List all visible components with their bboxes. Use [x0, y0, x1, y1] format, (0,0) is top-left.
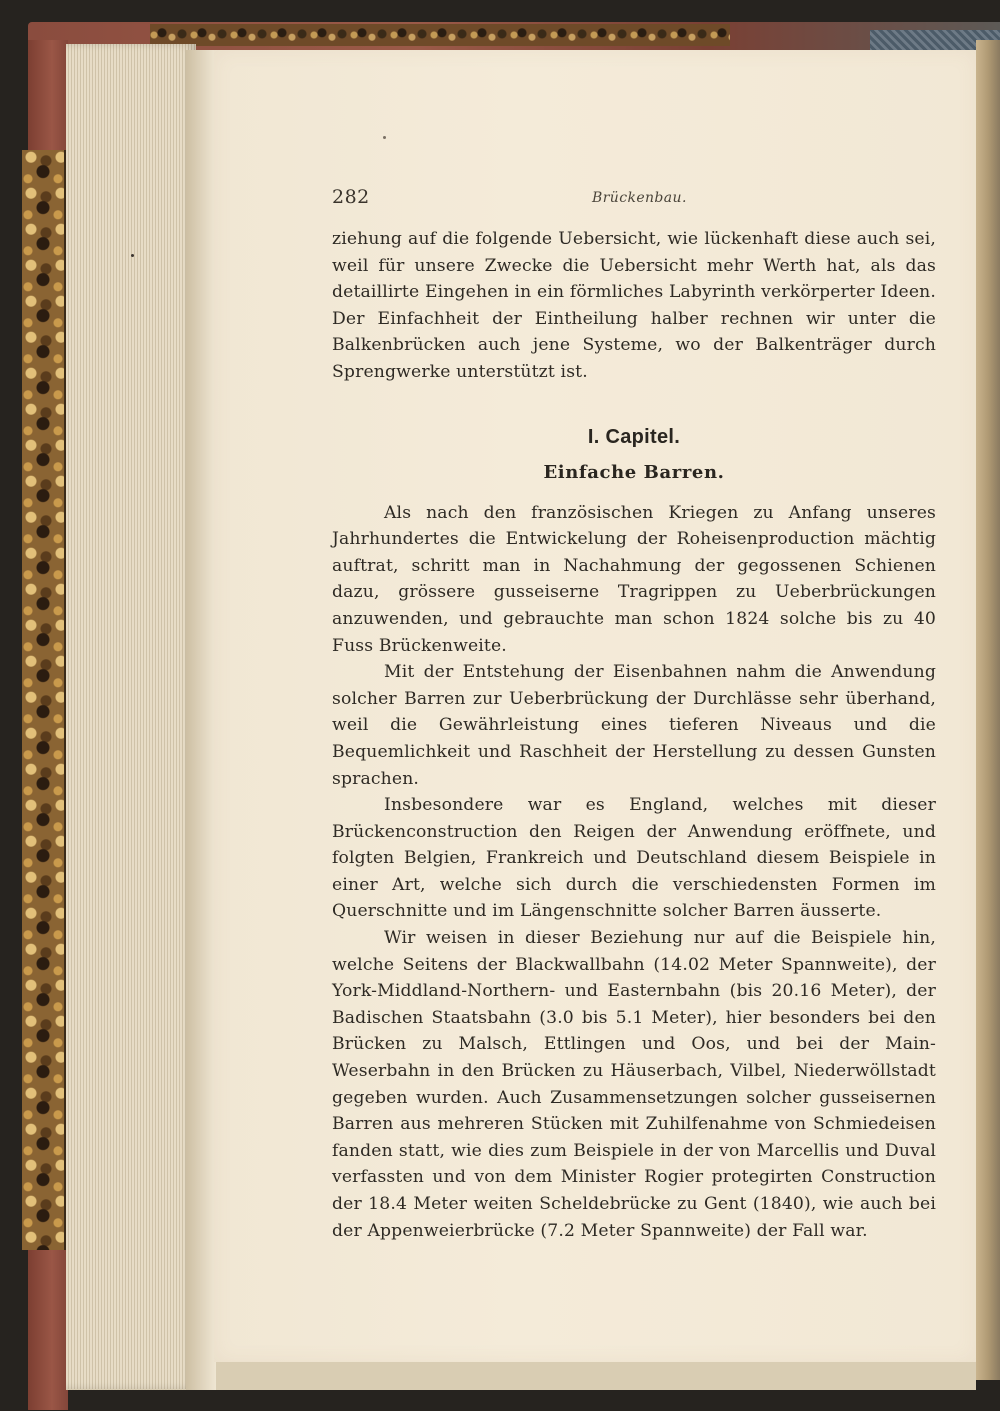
page-edge-right	[976, 40, 1000, 1380]
page-number: 282	[332, 186, 370, 208]
paragraph-5: Wir weisen in dieser Beziehung nur auf die Beispiele hin, welche Seitens der Blackwallbahn (14.02 Meter Spannweite), der York-Middland-Northern- und Easternbahn (bis 20.16 Meter), der Badischen Staatsbahn (3.0 bis 5.1 Meter), hier besonders bei den Brücken zu Malsch, Ettlingen und Oos, und bei der Main-Weserbahn in den Brücken zu Häuserbach, Vilbel, Niederwöllstadt gegeben wurden. Auch Zusammensetzungen solcher gusseisernen Barren aus mehreren Stücken mit Zuhilfenahme von Schmiedeisen fanden statt, wie dies zum Beispiele in der von Marcellis und Duval verfassten und von dem Minister Rogier protegirten Construction der 18.4 Meter weiten Scheldebrücke zu Gent (1840), wie auch bei der Appenweierbrücke (7.2 Meter Spannweite) der Fall war.	[332, 928, 936, 1241]
chapter-title: I. Capitel.	[587, 425, 681, 448]
cover-marble-left	[22, 150, 66, 1250]
page-stack-left	[66, 44, 196, 1389]
running-head: Brückenbau.	[592, 190, 687, 206]
book-gutter	[186, 50, 216, 1390]
paper-speck	[383, 136, 386, 139]
paragraph-2: Als nach den französischen Kriegen zu Anfang unseres Jahrhundertes die Entwickelung der Roheisenproduction mächtig auftrat, schritt man in Nachahmung der gegossenen Schienen dazu, grössere gusseiserne Tragrippen zu Ueberbrückungen anzuwenden, und gebrauchte man schon 1824 solche bis zu 40 Fuss Brückenweite.	[332, 502, 936, 656]
cover-marble-top	[150, 24, 730, 46]
body-text	[332, 226, 936, 1244]
paragraph-3: Mit der Entstehung der Eisenbahnen nahm die Anwendung solcher Barren zur Ueberbrückung der Durchlässe sehr überhand, weil die Gewährleistung eines tieferen Niveaus und die Bequemlichkeit und Raschheit der Herstellung zu dessen Gunsten sprachen.	[332, 662, 936, 789]
chapter-subtitle: Einfache Barren.	[543, 461, 725, 483]
paper-speck	[131, 254, 134, 257]
paragraph-4: Insbesondere war es England, welches mit dieser Brückenconstruction den Reigen der Anwendung eröffnete, und folgten Belgien, Frankreich und Deutschland diesem Beispiele in einer Art, welche sich durch die verschiedensten Formen im Querschnitte und im Längenschnitte solcher Barren äusserte.	[332, 795, 936, 922]
paragraph-1: ziehung auf die folgende Uebersicht, wie lückenhaft diese auch sei, weil für unsere Zwecke die Uebersicht mehr Werth hat, als das detaillirte Eingehen in ein förmliches Labyrinth verkörperter Ideen. Der Einfachheit der Eintheilung halber rechnen wir unter die Balkenbrücken auch jene Systeme, wo der Balkenträger durch Sprengwerke unterstützt ist.	[332, 229, 936, 382]
